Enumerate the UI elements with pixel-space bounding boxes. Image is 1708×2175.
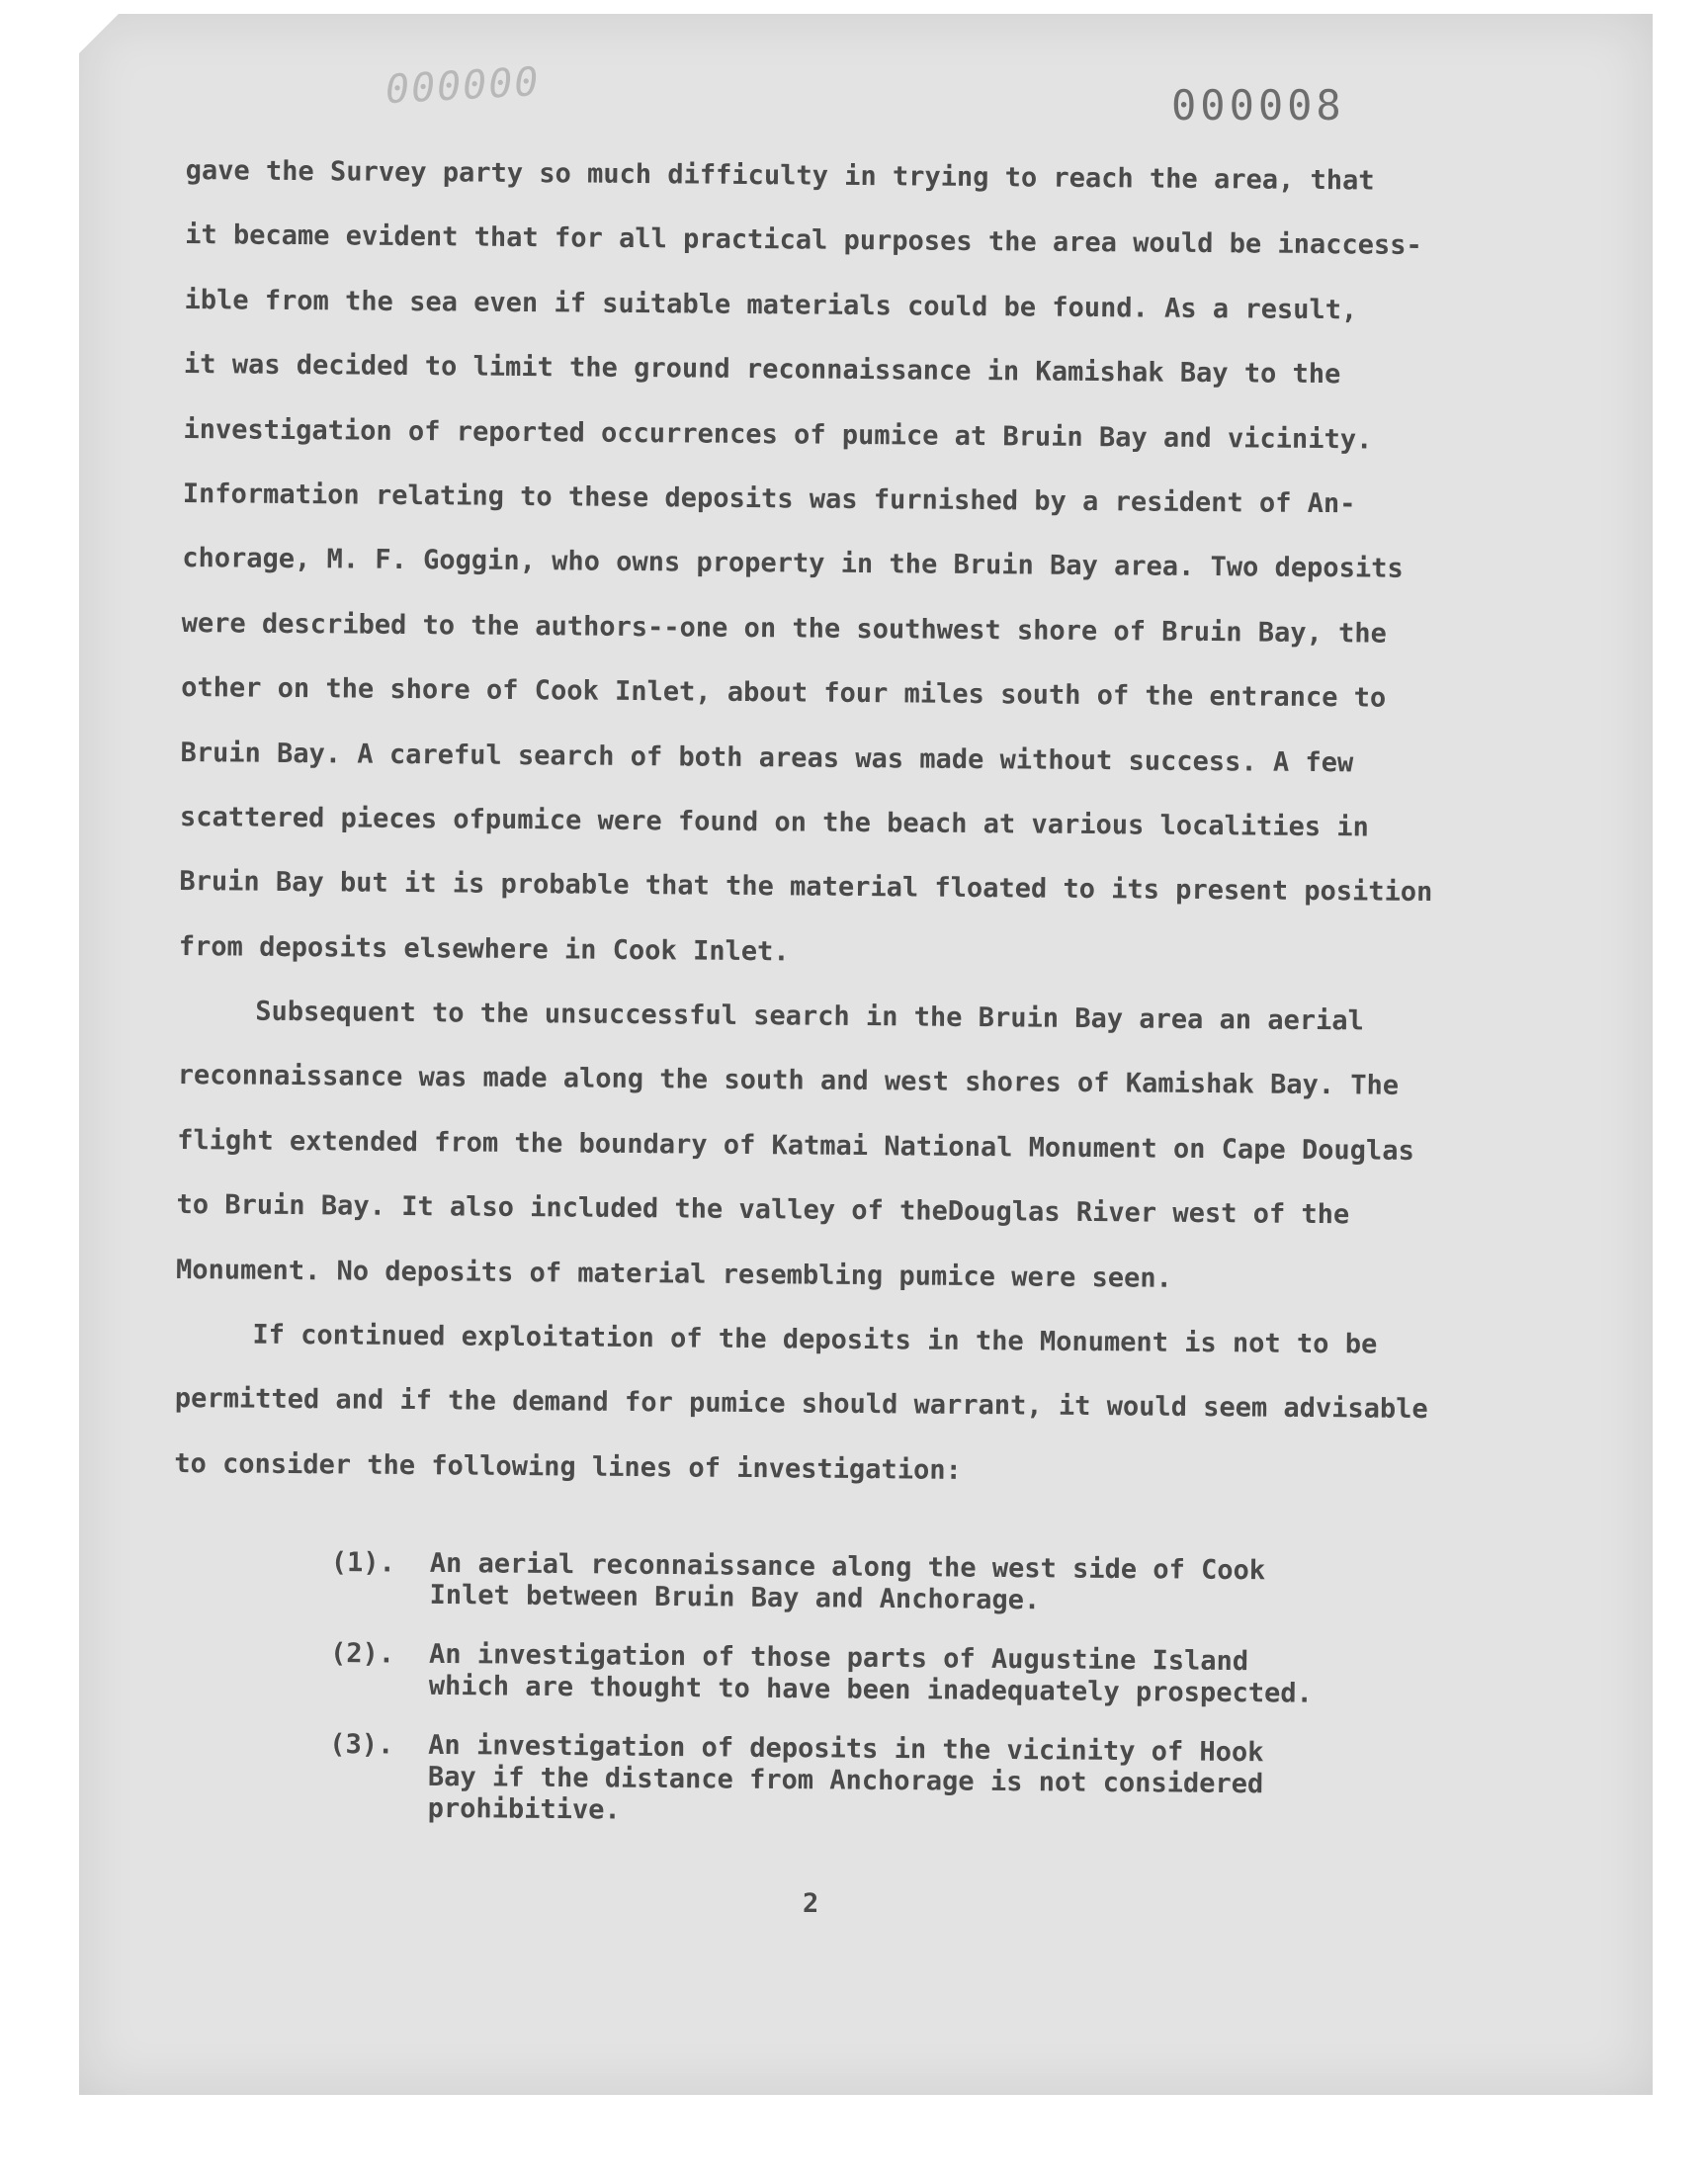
text-line: permitted and if the demand for pumice should warrant, it would seem advisable (174, 1383, 1428, 1426)
text-line: Subsequent to the unsuccessful search in the Bruin Bay area an aerial (255, 996, 1365, 1037)
text-line: Bruin Bay but it is probable that the material floated to its present position (179, 866, 1433, 909)
text-line: from deposits elsewhere in Cook Inlet. (178, 930, 790, 968)
text-line: If continued exploitation of the deposits in the Monument is not to be (252, 1319, 1378, 1360)
body-text (174, 138, 1491, 1508)
text-line: to consider the following lines of investigation: (174, 1447, 962, 1486)
faint-stamp-number: 000000 (384, 58, 542, 114)
list-item-text: An aerial reconnaissance along the west side of Cook Inlet between Bruin Bay and Anchorage. (429, 1547, 1266, 1616)
text-line: scattered pieces ofpumice were found on the beach at various localities in (179, 801, 1370, 843)
text-line: reconnaissance was made along the south and west shores of Kamishak Bay. The (177, 1060, 1400, 1102)
text-line: it became evident that for all practical purposes the area would be inaccess- (185, 219, 1422, 262)
list-item (330, 1547, 1369, 1619)
list-item (330, 1638, 1369, 1710)
text-line: Information relating to these deposits was furnished by a resident of An- (182, 478, 1356, 520)
text-line: it was decided to limit the ground reconnaissance in Kamishak Bay to the (183, 349, 1341, 391)
text-line: chorage, M. F. Goggin, who owns property in the Bruin Bay area. Two deposits (182, 543, 1404, 585)
text-line: gave the Survey party so much difficulty in trying to reach the area, that (185, 154, 1375, 197)
document-stamp-number: 000008 (1171, 81, 1345, 130)
folded-corner (79, 14, 119, 53)
list-item-text: An investigation of those parts of Augustine Island which are thought to have been inadequately prospected. (428, 1638, 1313, 1709)
list-item (329, 1729, 1368, 1833)
investigation-list (328, 1547, 1369, 1861)
text-line: Bruin Bay. A careful search of both areas was made without success. A few (180, 737, 1354, 778)
list-item-number: (3). (329, 1728, 394, 1761)
page-number: 2 (803, 1888, 819, 1919)
text-line: other on the shore of Cook Inlet, about four miles south of the entrance to (181, 672, 1387, 714)
text-line: Monument. No deposits of material resembling pumice were seen. (175, 1254, 1172, 1294)
list-item-text: An investigation of deposits in the vicinity of Hook Bay if the distance from Anchorage is not considered prohibitive. (427, 1729, 1264, 1826)
text-line: were described to the authors--one on the southwest shore of Bruin Bay, the (181, 607, 1387, 650)
text-line: ible from the sea even if suitable materials could be found. As a result, (184, 284, 1358, 326)
list-item-number: (1). (330, 1547, 396, 1579)
text-line: flight extended from the boundary of Katmai National Monument on Cape Douglas (177, 1124, 1414, 1167)
text-line: investigation of reported occurrences of pumice at Bruin Bay and vicinity. (183, 413, 1373, 456)
text-line: to Bruin Bay. It also included the valley of theDouglas River west of the (176, 1189, 1350, 1231)
list-item-number: (2). (329, 1637, 395, 1670)
